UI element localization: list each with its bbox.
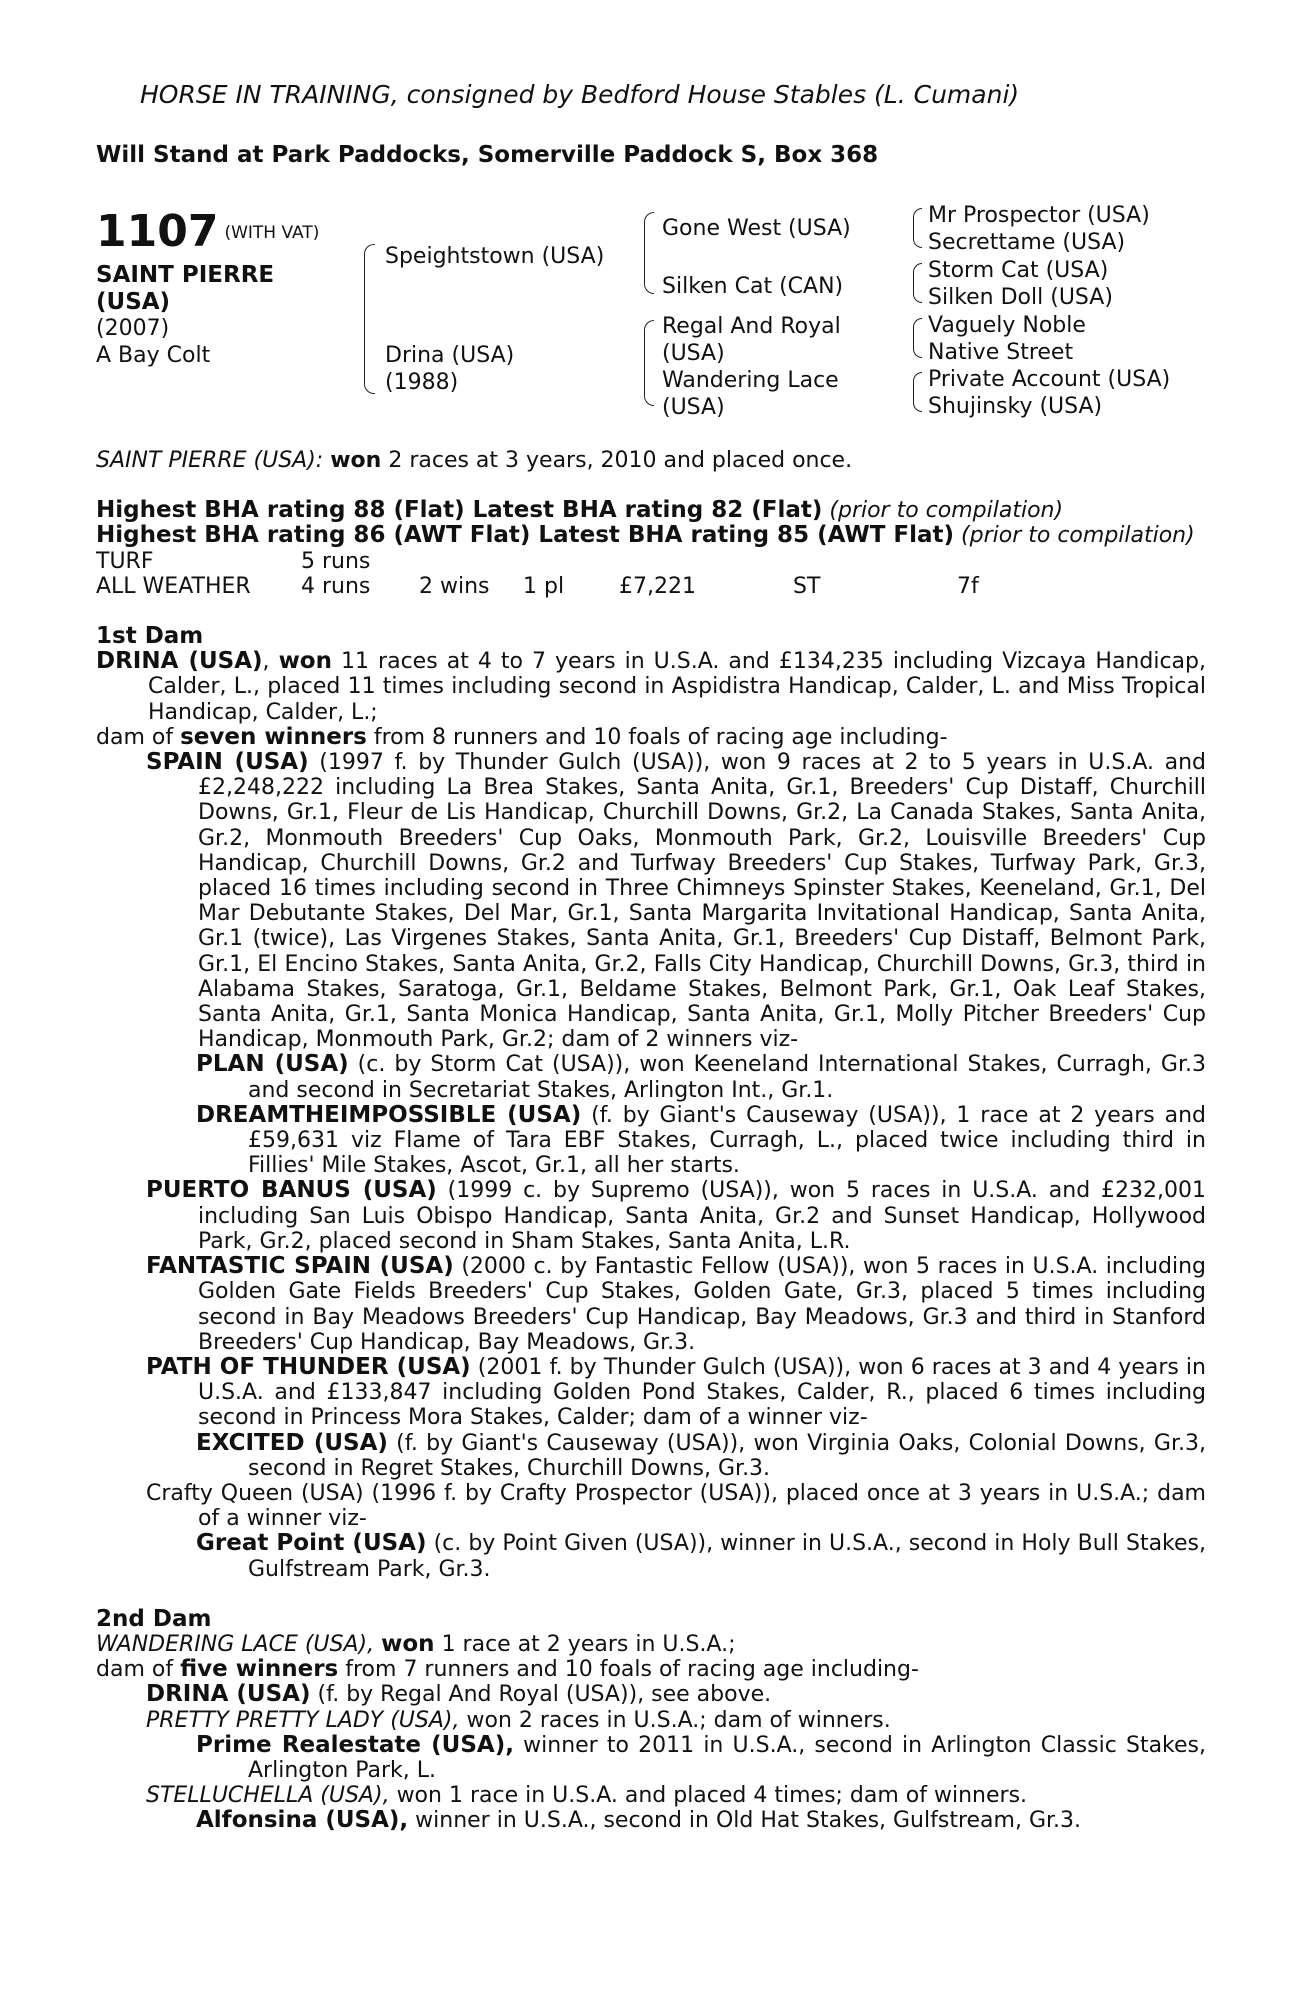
horse-description: A Bay Colt: [96, 343, 211, 368]
horse-country: (USA): [96, 289, 171, 315]
stats-turf: TURF 5 runs: [96, 548, 371, 574]
produce-fantastic-spain: FANTASTIC SPAIN (USA) (2000 c. by Fantastic Fellow (USA)), won 5 races in U.S.A. including Golden Gate Fields Breeders' Cup Stakes, Golden Gate, Gr.3, placed 5 times including second in Bay Meadows Breeders' Cup Handicap, Bay Meadows, Gr.3 and third in Stanford Breeders' Cup Handicap, Bay Meadows, Gr.3.: [146, 1253, 1206, 1355]
dam-dam-2: (USA): [662, 395, 725, 420]
produce-excited: EXCITED (USA) (f. by Giant's Causeway (USA)), won Virginia Oaks, Colonial Downs, Gr.3, second in Regret Stakes, Churchill Downs, Gr.3.: [196, 1429, 1206, 1481]
produce2-stelluchella: STELLUCHELLA (USA), won 1 race in U.S.A. and placed 4 times; dam of winners.: [146, 1783, 1028, 1809]
g3-sss: Mr Prospector (USA): [928, 203, 1150, 228]
lot-number: 1107 (WITH VAT): [96, 206, 320, 257]
first-dam-entry: DRINA (USA), won 11 races at 4 to 7 years in U.S.A. and £134,235 including Vizcaya Handicap, Calder, L., placed 11 times including second in Aspidistra Handicap, Calder, L. and Miss Tropical Handicap, Calder, L.;: [96, 648, 1206, 725]
horse-name: SAINT PIERRE: [96, 262, 275, 288]
produce-crafty-queen: Crafty Queen (USA) (1996 f. by Crafty Prospector (USA)), placed once at 3 years in U.S.A.; dam of a winner viz-: [146, 1480, 1206, 1532]
rating-awt: Highest BHA rating 86 (AWT Flat) Latest BHA rating 85 (AWT Flat) (prior to compilation): [96, 522, 1195, 549]
brace-g3-1: [913, 208, 922, 248]
g3-ssd: Secrettame (USA): [928, 230, 1126, 255]
g3-dsd: Native Street: [928, 340, 1074, 365]
second-dam-produce: dam of five winners from 7 runners and 10 foals of racing age including-: [96, 1656, 919, 1683]
dam-year: (1988): [385, 370, 459, 395]
foaling-year: (2007): [96, 316, 170, 341]
g3-ddd: Shujinsky (USA): [928, 394, 1103, 419]
produce-great-point: Great Point (USA) (c. by Point Given (USA)), winner in U.S.A., second in Holy Bull Stakes, Gulfstream Park, Gr.3.: [196, 1530, 1207, 1582]
brace-dam-line: [644, 320, 654, 406]
produce-dreamtheimpossible: DREAMTHEIMPOSSIBLE (USA) (f. by Giant's Causeway (USA)), 1 race at 2 years and £59,631 viz Flame of Tara EBF Stakes, Curragh, L., placed twice including third in Fillies' Mile Stakes, Ascot, Gr.1, all her starts.: [196, 1101, 1206, 1179]
stats-all-weather: ALL WEATHER 4 runs 2 wins 1 pl £7,221 ST 7f: [96, 573, 979, 599]
produce2-prime-realestate: Prime Realestate (USA), winner to 2011 in U.S.A., second in Arlington Classic Stakes, Arlington Park, L.: [196, 1731, 1207, 1783]
consignor-header: HORSE IN TRAINING, consigned by Bedford House Stables (L. Cumani): [140, 80, 1020, 109]
brace-sire-line: [644, 212, 654, 294]
pedigree-notes: [96, 448, 1206, 1834]
second-dam-heading: 2nd Dam: [96, 1605, 212, 1632]
produce-plan: PLAN (USA) (c. by Storm Cat (USA)), won Keeneland International Stakes, Curragh, Gr.3 and second in Secretariat Stakes, Arlington Int., Gr.1.: [196, 1051, 1206, 1103]
brace-g3-2: [913, 263, 922, 303]
dam: Drina (USA): [385, 343, 515, 368]
first-dam-heading: 1st Dam: [96, 623, 204, 650]
g3-dss: Vaguely Noble: [928, 313, 1086, 338]
g3-dds: Private Account (USA): [928, 367, 1171, 392]
produce2-pretty-pretty-lady: PRETTY PRETTY LADY (USA), won 2 races in U.S.A.; dam of winners.: [146, 1707, 891, 1733]
stand-location: Will Stand at Park Paddocks, Somerville Paddock S, Box 368: [96, 142, 879, 168]
dam-sire-1: Regal And Royal: [662, 314, 841, 339]
produce-path-of-thunder: PATH OF THUNDER (USA) (2001 f. by Thunder Gulch (USA)), won 6 races at 3 and 4 years in U.S.A. and £133,847 including Golden Pond Stakes, Calder, R., placed 6 times including second in Princess Mora Stakes, Calder; dam of a winner viz-: [146, 1353, 1206, 1431]
second-dam-entry: WANDERING LACE (USA), won 1 race at 2 years in U.S.A.;: [96, 1630, 736, 1657]
g3-sdd: Silken Doll (USA): [928, 285, 1113, 310]
first-dam-produce: dam of seven winners from 8 runners and 10 foals of racing age including-: [96, 723, 948, 750]
produce2-drina: DRINA (USA) (f. by Regal And Royal (USA)), see above.: [146, 1681, 772, 1708]
dam-sire-2: (USA): [662, 341, 725, 366]
brace-g3-3: [913, 318, 922, 358]
sire: Speightstown (USA): [385, 244, 605, 269]
sire-sire: Gone West (USA): [662, 216, 851, 241]
rating-flat: Highest BHA rating 88 (Flat) Latest BHA rating 82 (Flat) (prior to compilation): [96, 497, 1064, 524]
dam-dam-1: Wandering Lace: [662, 368, 839, 393]
race-summary: SAINT PIERRE (USA): won 2 races at 3 years, 2010 and placed once.: [96, 448, 853, 473]
g3-sds: Storm Cat (USA): [928, 258, 1109, 283]
brace-gen1: [364, 244, 375, 394]
produce-puerto-banus: PUERTO BANUS (USA) (1999 c. by Supremo (USA)), won 5 races in U.S.A. and £232,001 including San Luis Obispo Handicap, Santa Anita, Gr.2 and Sunset Handicap, Hollywood Park, Gr.2, placed second in Sham Stakes, Santa Anita, L.R.: [146, 1177, 1206, 1254]
brace-g3-4: [913, 372, 922, 412]
produce2-alfonsina: Alfonsina (USA), winner in U.S.A., second in Old Hat Stakes, Gulfstream, Gr.3.: [196, 1807, 1081, 1834]
vat-note: (WITH VAT): [224, 223, 320, 243]
sire-dam: Silken Cat (CAN): [662, 274, 844, 299]
produce-spain: SPAIN (USA) (1997 f. by Thunder Gulch (USA)), won 9 races at 2 to 5 years in U.S.A. and £2,248,222 including La Brea Stakes, Santa Anita, Gr.1, Breeders' Cup Distaff, Churchill Downs, Gr.1, Fleur de Lis Handicap, Churchill Downs, Gr.2, La Canada Stakes, Santa Anita, Gr.2, Monmouth Breeders' Cup Oaks, Monmouth Park, Gr.2, Louisville Breeders' Cup Handicap, Churchill Downs, Gr.2 and Turfway Breeders' Cup Stakes, Turfway Park, Gr.3, placed 16 times including second in Three Chimneys Spinster Stakes, Keeneland, Gr.1, Del Mar Debutante Stakes, Del Mar, Gr.1, Santa Margarita Invitational Handicap, Santa Anita, Gr.1 (twice), Las Virgenes Stakes, Santa Anita, Gr.1, Breeders' Cup Distaff, Belmont Park, Gr.1, El Encino Stakes, Santa Anita, Gr.2, Falls City Handicap, Churchill Downs, Gr.3, third in Alabama Stakes, Saratoga, Gr.1, Beldame Stakes, Belmont Park, Gr.1, Oak Leaf Stakes, Santa Anita, Gr.1, Santa Monica Handicap, Santa Anita, Gr.1, Molly Pitcher Breeders' Cup Handicap, Monmouth Park, Gr.2; dam of 2 winners viz-: [146, 749, 1206, 1053]
